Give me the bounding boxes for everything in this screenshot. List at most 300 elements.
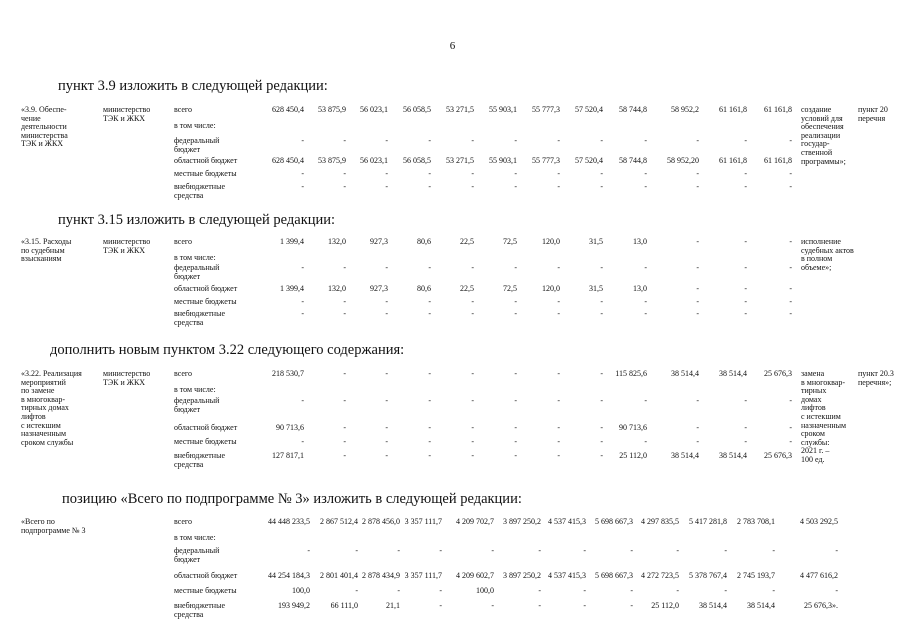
cell-value: - xyxy=(471,263,474,272)
cell-value: - xyxy=(397,586,400,595)
cell-value: - xyxy=(428,369,431,378)
cell-value: - xyxy=(385,396,388,405)
cell-value: - xyxy=(744,309,747,318)
cell-value: - xyxy=(744,263,747,272)
cell-value: - xyxy=(744,284,747,293)
cell-value: - xyxy=(789,297,792,306)
result-line: домах xyxy=(801,394,822,404)
cell-value: 44 254 184,3 xyxy=(268,571,310,580)
cell-value: - xyxy=(514,182,517,191)
result-line: судебных актов xyxy=(801,245,854,255)
cell-value: 38 514,4 xyxy=(719,451,747,460)
cell-value: - xyxy=(676,546,679,555)
section-heading: позицию «Всего по подпрограмме № 3» изложить в следующей редакции: xyxy=(62,491,522,507)
cell-value: 31,5 xyxy=(589,284,603,293)
cell-value: - xyxy=(583,546,586,555)
cell-value: - xyxy=(644,263,647,272)
row-label: областной бюджет xyxy=(174,284,238,293)
cell-value: 61 161,8 xyxy=(719,156,747,165)
result-line: объеме»; xyxy=(801,262,832,272)
cell-value: - xyxy=(428,297,431,306)
cell-value: - xyxy=(385,451,388,460)
cell-value: 90 713,6 xyxy=(276,423,304,432)
cell-value: 38 514,4 xyxy=(699,601,727,610)
cell-value: - xyxy=(557,369,560,378)
cell-value: 2 867 512,4 xyxy=(320,517,358,526)
cell-value: - xyxy=(557,263,560,272)
cell-value: - xyxy=(696,437,699,446)
cell-value: - xyxy=(343,263,346,272)
cell-value: 58 744,8 xyxy=(619,156,647,165)
result-line: исполнение xyxy=(801,237,841,246)
cell-value: - xyxy=(557,182,560,191)
cell-value: - xyxy=(428,169,431,178)
cell-value: 80,6 xyxy=(417,237,431,246)
row-label: бюджет xyxy=(174,404,201,414)
cell-value: 58 744,8 xyxy=(619,105,647,114)
row-label: всего xyxy=(174,369,193,378)
cell-value: 58 952,2 xyxy=(671,105,699,114)
result-line: в полном xyxy=(801,254,833,264)
item-name-line: назначенным xyxy=(21,429,67,439)
cell-value: - xyxy=(630,586,633,595)
cell-value: - xyxy=(696,284,699,293)
note-line: пункт 20.3 xyxy=(858,369,894,378)
cell-value: 2 878 434,9 xyxy=(362,571,400,580)
cell-value: - xyxy=(696,309,699,318)
cell-value: 2 745 193,7 xyxy=(737,571,775,580)
cell-value: - xyxy=(696,237,699,246)
cell-value: - xyxy=(428,423,431,432)
cell-value: 3 357 111,7 xyxy=(404,517,442,526)
cell-value: - xyxy=(557,309,560,318)
cell-value: - xyxy=(644,182,647,191)
cell-value: - xyxy=(600,263,603,272)
cell-value: - xyxy=(600,437,603,446)
cell-value: - xyxy=(428,451,431,460)
cell-value: 21,1 xyxy=(386,601,400,610)
item-name-line: «3.22. Реализация xyxy=(21,369,82,378)
cell-value: - xyxy=(301,437,304,446)
item-name-line: тирных домах xyxy=(21,403,69,413)
cell-value: 927,3 xyxy=(370,237,388,246)
cell-value: - xyxy=(471,369,474,378)
row-label: всего xyxy=(174,105,193,114)
result-line: государ- xyxy=(801,139,830,149)
cell-value: 55 777,3 xyxy=(532,105,560,114)
cell-value: 55 903,1 xyxy=(489,156,517,165)
result-line: программы»; xyxy=(801,156,846,166)
cell-value: - xyxy=(307,546,310,555)
cell-value: - xyxy=(514,423,517,432)
cell-value: - xyxy=(343,182,346,191)
cell-value: 44 448 233,5 xyxy=(268,517,310,526)
note-line: перечня xyxy=(858,113,886,123)
result-line: в многоквар- xyxy=(801,377,845,387)
item-name-line: с истекшим xyxy=(21,420,61,430)
cell-value: 193 949,2 xyxy=(278,601,310,610)
cell-value: 57 520,4 xyxy=(575,156,603,165)
cell-value: - xyxy=(583,586,586,595)
row-label: в том числе: xyxy=(174,121,216,130)
result-line: тирных xyxy=(801,386,827,396)
row-label: местные бюджеты xyxy=(174,169,237,178)
cell-value: - xyxy=(514,297,517,306)
cell-value: 61 161,8 xyxy=(764,156,792,165)
cell-value: - xyxy=(630,546,633,555)
item-name-line: мероприятий xyxy=(21,377,66,387)
executor-line: министерство xyxy=(103,105,151,114)
cell-value: 56 058,5 xyxy=(403,156,431,165)
row-label: местные бюджеты xyxy=(174,437,237,446)
cell-value: - xyxy=(644,169,647,178)
cell-value: 53 875,9 xyxy=(318,105,346,114)
cell-value: - xyxy=(600,309,603,318)
cell-value: - xyxy=(428,437,431,446)
note-line: пункт 20 xyxy=(858,105,888,114)
cell-value: - xyxy=(835,586,838,595)
cell-value: - xyxy=(301,309,304,318)
cell-value: 72,5 xyxy=(503,284,517,293)
cell-value: - xyxy=(428,309,431,318)
cell-value: - xyxy=(557,423,560,432)
cell-value: - xyxy=(696,423,699,432)
row-label: внебюджетные xyxy=(174,182,225,191)
item-name-line: «3.15. Расходы xyxy=(21,237,72,246)
item-name-line: взысканиям xyxy=(21,254,62,264)
cell-value: 4 537 415,3 xyxy=(548,517,586,526)
row-label: внебюджетные xyxy=(174,309,225,318)
cell-value: 4 272 723,5 xyxy=(641,571,679,580)
cell-value: - xyxy=(744,396,747,405)
cell-value: - xyxy=(557,437,560,446)
cell-value: - xyxy=(744,423,747,432)
cell-value: 66 111,0 xyxy=(330,601,358,610)
cell-value: - xyxy=(789,437,792,446)
cell-value: 2 783 708,1 xyxy=(737,517,775,526)
section-heading: пункт 3.15 изложить в следующей редакции: xyxy=(58,212,336,228)
cell-value: 628 450,4 xyxy=(272,156,304,165)
cell-value: 13,0 xyxy=(633,237,647,246)
cell-value: - xyxy=(428,263,431,272)
cell-value: 4 537 415,3 xyxy=(548,571,586,580)
cell-value: - xyxy=(428,396,431,405)
cell-value: - xyxy=(789,182,792,191)
cell-value: - xyxy=(385,182,388,191)
row-label: внебюджетные xyxy=(174,451,225,460)
cell-value: 2 878 456,0 xyxy=(362,517,400,526)
item-name-line: «3.9. Обеспе- xyxy=(21,105,67,114)
cell-value: - xyxy=(471,396,474,405)
cell-value: - xyxy=(644,297,647,306)
cell-value: - xyxy=(724,546,727,555)
cell-value: - xyxy=(789,423,792,432)
cell-value: 55 903,1 xyxy=(489,105,517,114)
cell-value: - xyxy=(630,601,633,610)
cell-value: 72,5 xyxy=(503,237,517,246)
cell-value: - xyxy=(744,182,747,191)
cell-value: - xyxy=(471,437,474,446)
item-name-line: сроком службы xyxy=(21,437,74,447)
cell-value: - xyxy=(789,169,792,178)
row-label: средства xyxy=(174,459,204,469)
cell-value: 4 297 835,5 xyxy=(641,517,679,526)
cell-value: - xyxy=(343,169,346,178)
cell-value: - xyxy=(696,396,699,405)
cell-value: - xyxy=(772,546,775,555)
item-name-line: ТЭК и ЖКХ xyxy=(21,139,64,149)
row-label: федеральный xyxy=(174,136,220,145)
cell-value: 61 161,8 xyxy=(719,105,747,114)
row-label: местные бюджеты xyxy=(174,586,237,595)
result-line: создание xyxy=(801,105,832,114)
cell-value: - xyxy=(514,451,517,460)
executor-line: ТЭК и ЖКХ xyxy=(103,245,146,255)
row-label: средства xyxy=(174,317,204,327)
row-label: бюджет xyxy=(174,271,201,281)
cell-value: - xyxy=(744,297,747,306)
cell-value: 4 503 292,5 xyxy=(800,517,838,526)
result-line: назначенным xyxy=(801,420,847,430)
cell-value: 55 777,3 xyxy=(532,156,560,165)
cell-value: - xyxy=(471,169,474,178)
cell-value: 58 952,20 xyxy=(667,156,699,165)
cell-value: - xyxy=(557,169,560,178)
cell-value: - xyxy=(428,136,431,145)
item-name-line: в многоквар- xyxy=(21,394,65,404)
row-label: всего xyxy=(174,517,193,526)
cell-value: 25 676,3 xyxy=(764,451,792,460)
note-line: перечня»; xyxy=(858,377,892,387)
cell-value: 132,0 xyxy=(328,237,346,246)
cell-value: - xyxy=(301,263,304,272)
cell-value: 115 825,6 xyxy=(615,369,647,378)
cell-value: - xyxy=(301,169,304,178)
row-label: в том числе: xyxy=(174,533,216,542)
cell-value: 927,3 xyxy=(370,284,388,293)
cell-value: 25 676,3». xyxy=(804,601,838,610)
cell-value: - xyxy=(724,586,727,595)
item-name-line: деятельности xyxy=(21,122,67,132)
cell-value: 3 897 250,2 xyxy=(503,517,541,526)
cell-value: - xyxy=(385,423,388,432)
cell-value: - xyxy=(491,546,494,555)
cell-value: - xyxy=(644,309,647,318)
cell-value: - xyxy=(696,263,699,272)
cell-value: - xyxy=(514,369,517,378)
result-line: условий для xyxy=(801,113,843,123)
cell-value: - xyxy=(385,136,388,145)
cell-value: 57 520,4 xyxy=(575,105,603,114)
cell-value: - xyxy=(557,396,560,405)
cell-value: 13,0 xyxy=(633,284,647,293)
cell-value: 120,0 xyxy=(542,237,560,246)
item-name-line: лифтов xyxy=(21,412,46,421)
cell-value: - xyxy=(385,297,388,306)
cell-value: - xyxy=(514,437,517,446)
cell-value: - xyxy=(428,182,431,191)
result-line: 100 ед. xyxy=(801,455,825,464)
result-line: ственной xyxy=(801,148,833,157)
cell-value: - xyxy=(744,136,747,145)
cell-value: - xyxy=(301,182,304,191)
cell-value: - xyxy=(301,136,304,145)
cell-value: - xyxy=(696,182,699,191)
cell-value: 1 399,4 xyxy=(280,237,304,246)
cell-value: - xyxy=(789,309,792,318)
cell-value: 5 417 281,8 xyxy=(689,517,727,526)
cell-value: - xyxy=(676,586,679,595)
cell-value: - xyxy=(491,601,494,610)
cell-value: - xyxy=(789,396,792,405)
cell-value: 25 676,3 xyxy=(764,369,792,378)
row-label: внебюджетные xyxy=(174,601,225,610)
row-label: всего xyxy=(174,237,193,246)
result-line: службы: xyxy=(801,437,830,447)
cell-value: - xyxy=(343,369,346,378)
cell-value: - xyxy=(600,169,603,178)
cell-value: 5 378 767,4 xyxy=(689,571,727,580)
cell-value: - xyxy=(772,586,775,595)
executor-line: ТЭК и ЖКХ xyxy=(103,113,146,123)
row-label: бюджет xyxy=(174,554,201,564)
cell-value: - xyxy=(439,601,442,610)
row-label: областной бюджет xyxy=(174,423,238,432)
cell-value: 3 357 111,7 xyxy=(404,571,442,580)
cell-value: 4 209 602,7 xyxy=(456,571,494,580)
cell-value: - xyxy=(343,309,346,318)
cell-value: - xyxy=(538,546,541,555)
item-name-line: чение xyxy=(21,113,41,123)
cell-value: - xyxy=(343,423,346,432)
result-line: замена xyxy=(801,369,825,378)
row-label: в том числе: xyxy=(174,253,216,262)
cell-value: - xyxy=(600,136,603,145)
section-heading: дополнить новым пунктом 3.22 следующего содержания: xyxy=(50,342,405,358)
cell-value: - xyxy=(789,136,792,145)
result-line: реализации xyxy=(801,130,841,140)
cell-value: 80,6 xyxy=(417,284,431,293)
cell-value: - xyxy=(538,601,541,610)
cell-value: - xyxy=(644,136,647,145)
cell-value: - xyxy=(385,309,388,318)
row-label: местные бюджеты xyxy=(174,297,237,306)
cell-value: - xyxy=(385,169,388,178)
cell-value: - xyxy=(744,237,747,246)
cell-value: 38 514,4 xyxy=(671,451,699,460)
cell-value: 90 713,6 xyxy=(619,423,647,432)
cell-value: - xyxy=(514,396,517,405)
cell-value: - xyxy=(471,451,474,460)
row-label: федеральный xyxy=(174,263,220,272)
cell-value: - xyxy=(471,297,474,306)
cell-value: - xyxy=(397,546,400,555)
cell-value: 4 477 616,2 xyxy=(800,571,838,580)
cell-value: - xyxy=(471,136,474,145)
cell-value: - xyxy=(385,369,388,378)
cell-value: - xyxy=(385,263,388,272)
cell-value: - xyxy=(600,182,603,191)
row-label: средства xyxy=(174,190,204,200)
cell-value: - xyxy=(696,297,699,306)
executor-line: министерство xyxy=(103,369,151,378)
cell-value: 218 530,7 xyxy=(272,369,304,378)
executor-line: ТЭК и ЖКХ xyxy=(103,377,146,387)
cell-value: 25 112,0 xyxy=(651,601,679,610)
cell-value: - xyxy=(471,309,474,318)
cell-value: 100,0 xyxy=(476,586,494,595)
cell-value: - xyxy=(514,309,517,318)
result-line: 2021 г. – xyxy=(801,446,830,456)
cell-value: 56 058,5 xyxy=(403,105,431,114)
cell-value: 5 698 667,3 xyxy=(595,571,633,580)
cell-value: - xyxy=(557,136,560,145)
cell-value: 56 023,1 xyxy=(360,105,388,114)
row-label: средства xyxy=(174,609,204,619)
cell-value: 56 023,1 xyxy=(360,156,388,165)
item-name-line: министерства xyxy=(21,130,68,140)
cell-value: 22,5 xyxy=(460,237,474,246)
cell-value: 3 897 250,2 xyxy=(503,571,541,580)
cell-value: 38 514,4 xyxy=(671,369,699,378)
cell-value: - xyxy=(355,546,358,555)
cell-value: - xyxy=(301,396,304,405)
cell-value: 53 875,9 xyxy=(318,156,346,165)
cell-value: - xyxy=(514,263,517,272)
cell-value: 127 817,1 xyxy=(272,451,304,460)
cell-value: 31,5 xyxy=(589,237,603,246)
cell-value: - xyxy=(744,169,747,178)
page-number: 6 xyxy=(449,40,456,52)
cell-value: - xyxy=(557,297,560,306)
cell-value: - xyxy=(439,546,442,555)
cell-value: - xyxy=(355,586,358,595)
cell-value: - xyxy=(538,586,541,595)
cell-value: - xyxy=(644,437,647,446)
row-label: бюджет xyxy=(174,144,201,154)
cell-value: - xyxy=(696,136,699,145)
cell-value: 628 450,4 xyxy=(272,105,304,114)
cell-value: 22,5 xyxy=(460,284,474,293)
row-label: в том числе: xyxy=(174,385,216,394)
result-line: лифтов xyxy=(801,403,826,413)
cell-value: - xyxy=(301,297,304,306)
cell-value: 100,0 xyxy=(292,586,310,595)
cell-value: - xyxy=(514,169,517,178)
cell-value: - xyxy=(514,136,517,145)
row-label: федеральный xyxy=(174,396,220,405)
executor-line: министерство xyxy=(103,237,151,246)
cell-value: - xyxy=(385,437,388,446)
cell-value: - xyxy=(471,182,474,191)
cell-value: - xyxy=(600,297,603,306)
cell-value: 120,0 xyxy=(542,284,560,293)
cell-value: - xyxy=(439,586,442,595)
cell-value: - xyxy=(343,297,346,306)
cell-value: 61 161,8 xyxy=(764,105,792,114)
cell-value: - xyxy=(744,437,747,446)
row-label: федеральный xyxy=(174,546,220,555)
cell-value: 53 271,5 xyxy=(446,105,474,114)
cell-value: 2 801 401,4 xyxy=(320,571,358,580)
cell-value: - xyxy=(600,423,603,432)
cell-value: - xyxy=(471,423,474,432)
row-label: областной бюджет xyxy=(174,571,238,580)
cell-value: - xyxy=(343,396,346,405)
cell-value: - xyxy=(600,451,603,460)
cell-value: 25 112,0 xyxy=(619,451,647,460)
result-line: с истекшим xyxy=(801,412,841,421)
